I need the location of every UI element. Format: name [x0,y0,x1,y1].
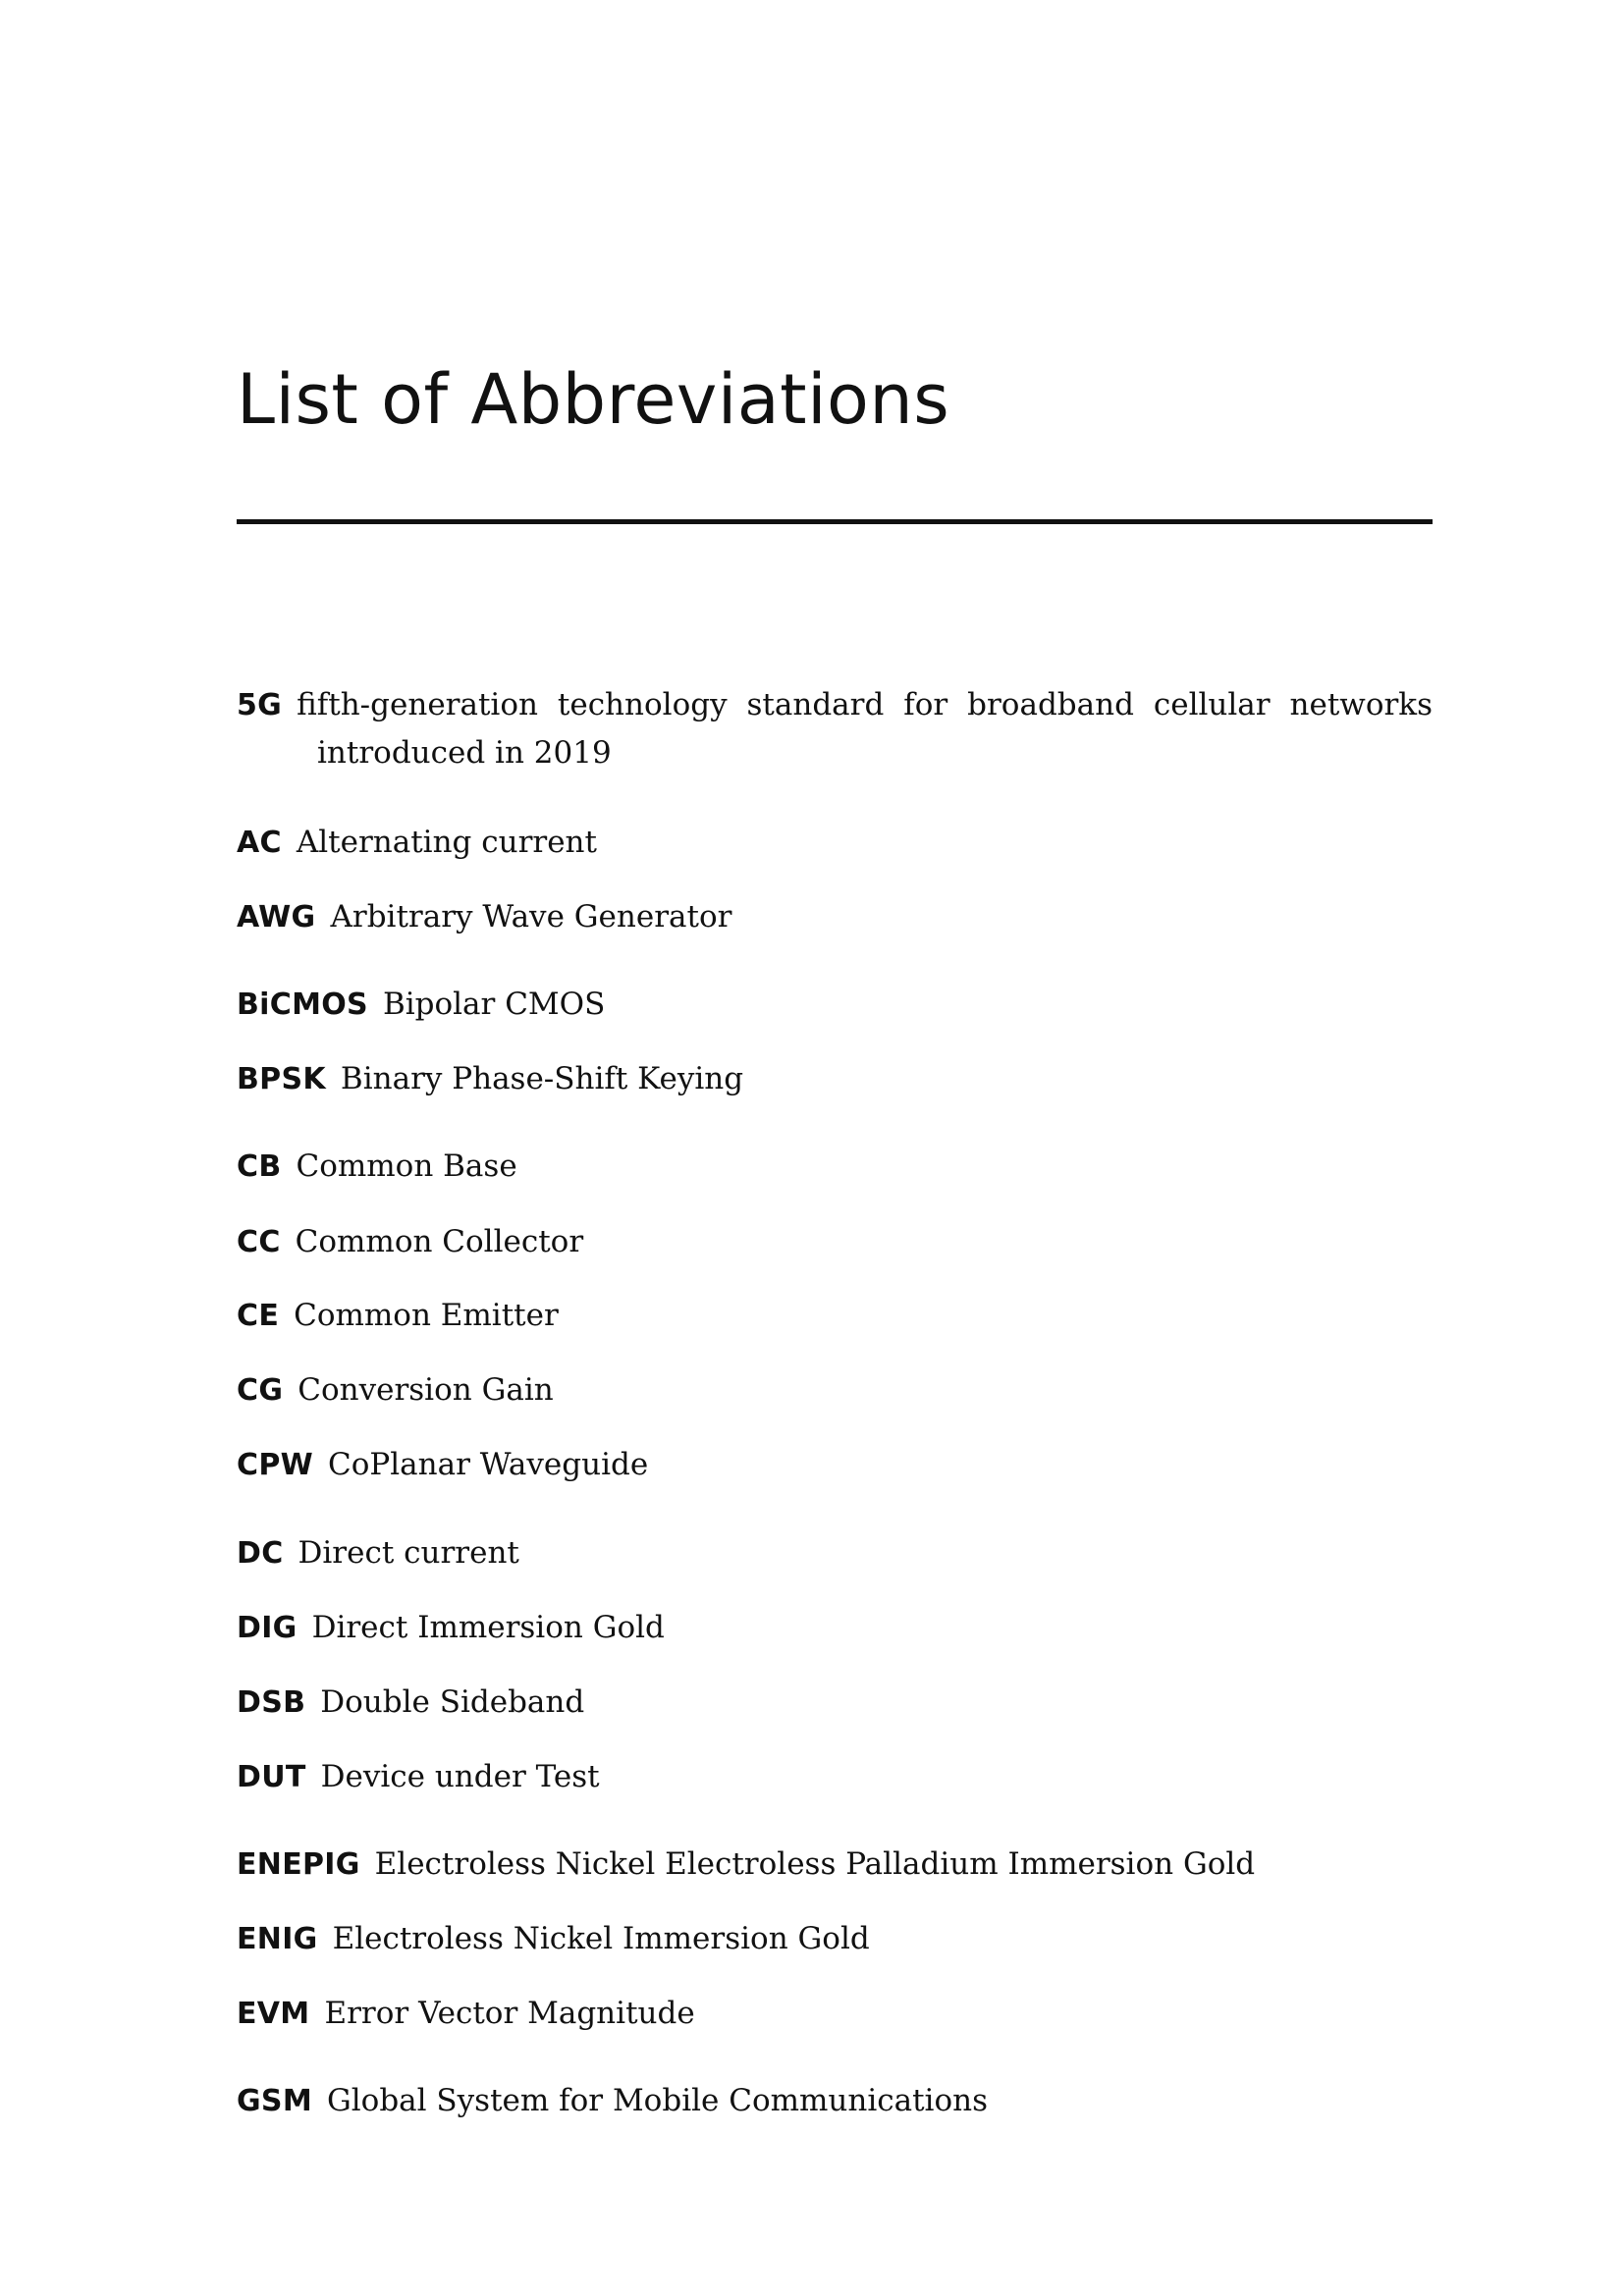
abbreviation-entry [237,1990,1433,2038]
abbreviation-entry [237,1841,1433,1889]
page-title: List of Abbreviations [237,359,950,440]
abbreviation-term: EVM [237,1997,310,2031]
abbreviation-definition: Conversion Gain [298,1372,554,1408]
abbreviation-entry [237,1679,1433,1727]
abbreviation-definition: Common Emitter [294,1298,559,1333]
abbreviation-entry [237,1055,1433,1103]
abbreviation-entry [237,1366,1433,1415]
title-rule [237,519,1433,524]
abbreviation-term: CB [237,1149,282,1184]
abbreviation-entry [237,1441,1433,1489]
abbreviation-entry [237,1753,1433,1801]
abbreviation-term: 5G [237,688,283,722]
abbreviation-definition: Binary Phase-Shift Keying [340,1061,744,1096]
abbreviation-definition: Global System for Mobile Communications [326,2083,988,2118]
abbreviation-term: CPW [237,1448,313,1482]
abbreviation-term: CE [237,1299,280,1333]
abbreviation-entry [237,1529,1433,1577]
abbreviation-term: DC [237,1536,284,1571]
abbreviation-entry [237,1292,1433,1340]
abbreviation-entry [237,819,1433,867]
abbreviation-term: DIG [237,1611,298,1645]
abbreviation-term: BiCMOS [237,988,368,1022]
abbreviation-term: CG [237,1373,284,1408]
abbreviation-entry [237,1218,1433,1266]
abbreviation-definition: Double Sideband [320,1684,585,1720]
abbreviation-definition: Arbitrary Wave Generator [330,899,732,934]
abbreviation-entry [237,681,1433,776]
abbreviation-term: DSB [237,1685,306,1720]
abbreviation-term: BPSK [237,1062,326,1096]
abbreviation-term: ENIG [237,1922,318,1956]
abbreviation-definition: Direct current [298,1535,519,1571]
abbreviation-definition: Common Collector [295,1224,584,1259]
abbreviation-term: AC [237,826,282,860]
abbreviation-entry [237,981,1433,1029]
abbreviation-definition: fifth-generation technology standard for broadband cellular networks introduced in 2019 [297,687,1433,771]
abbreviation-term: CC [237,1225,281,1259]
abbreviation-definition: Electroless Nickel Immersion Gold [332,1921,870,1956]
abbreviation-term: ENEPIG [237,1847,360,1882]
abbreviation-term: DUT [237,1760,306,1794]
abbreviation-entry [237,1604,1433,1652]
abbreviation-definition: Common Base [296,1148,517,1184]
abbreviation-entry [237,2077,1433,2125]
abbreviation-entry [237,1915,1433,1963]
abbreviation-entry [237,893,1433,941]
abbreviation-definition: Bipolar CMOS [382,987,606,1022]
abbreviation-term: AWG [237,900,316,934]
abbreviation-entry [237,1143,1433,1191]
abbreviation-definition: Device under Test [320,1759,600,1794]
abbreviation-definition: CoPlanar Waveguide [328,1447,649,1482]
abbreviation-definition: Direct Immersion Gold [311,1610,665,1645]
abbreviation-definition: Electroless Nickel Electroless Palladium Immersion Gold [374,1846,1256,1882]
abbreviation-definition: Alternating current [296,825,597,860]
abbreviation-term: GSM [237,2084,312,2118]
abbreviation-definition: Error Vector Magnitude [324,1996,695,2031]
